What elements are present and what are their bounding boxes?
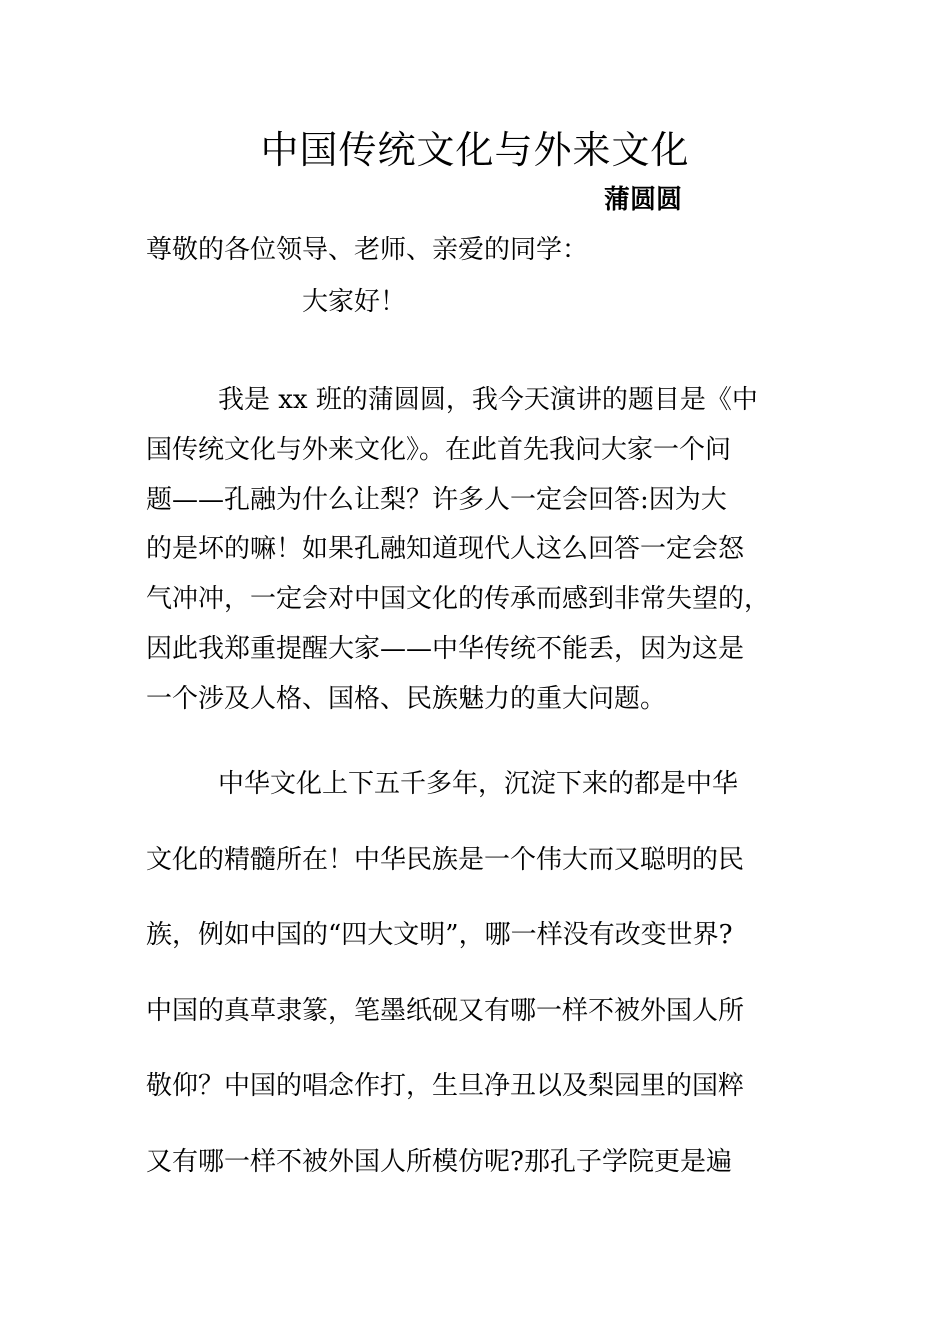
greeting: 大家好！ xyxy=(302,287,407,317)
paragraph-line: 中国的真草隶篆，笔墨纸砚又有哪一样不被外国人所 xyxy=(146,995,745,1026)
paragraph-line: 族，例如中国的“四大文明”，哪一样没有改变世界? xyxy=(146,920,733,951)
author-name: 蒲圆圆 xyxy=(604,185,683,215)
paragraph-line: 气冲冲，一定会对中国文化的传承而感到非常失望的， xyxy=(146,584,771,615)
paragraph-line: 因此我郑重提醒大家——中华传统不能丢，因为这是 xyxy=(146,633,745,664)
paragraph-1 xyxy=(146,376,836,725)
document-title: 中国传统文化与外来文化 xyxy=(260,128,690,172)
paragraph-line: 题——孔融为什么让梨？许多人一定会回答:因为大 xyxy=(146,484,727,515)
paragraph-2 xyxy=(146,747,836,1201)
paragraph-line: 又有哪一样不被外国人所模仿呢?那孔子学院更是遍 xyxy=(146,1146,732,1177)
paragraph-line: 敬仰？中国的唱念作打，生旦净丑以及梨园里的国粹 xyxy=(146,1071,745,1102)
salutation: 尊敬的各位领导、老师、亲爱的同学： xyxy=(146,235,589,265)
paragraph-line: 的是坏的嘛！如果孔融知道现代人这么回答一定会怒 xyxy=(146,534,745,565)
paragraph-line: 中华文化上下五千多年，沉淀下来的都是中华 xyxy=(218,769,739,799)
paragraph-line: 一个涉及人格、国格、民族魅力的重大问题。 xyxy=(146,683,667,714)
paragraph-line: 国传统文化与外来文化》。在此首先我问大家一个问 xyxy=(146,434,732,465)
paragraph-line: 文化的精髓所在！中华民族是一个伟大而又聪明的民 xyxy=(146,844,745,875)
paragraph-line: 我是 xx 班的蒲圆圆，我今天演讲的题目是《中 xyxy=(218,385,758,415)
